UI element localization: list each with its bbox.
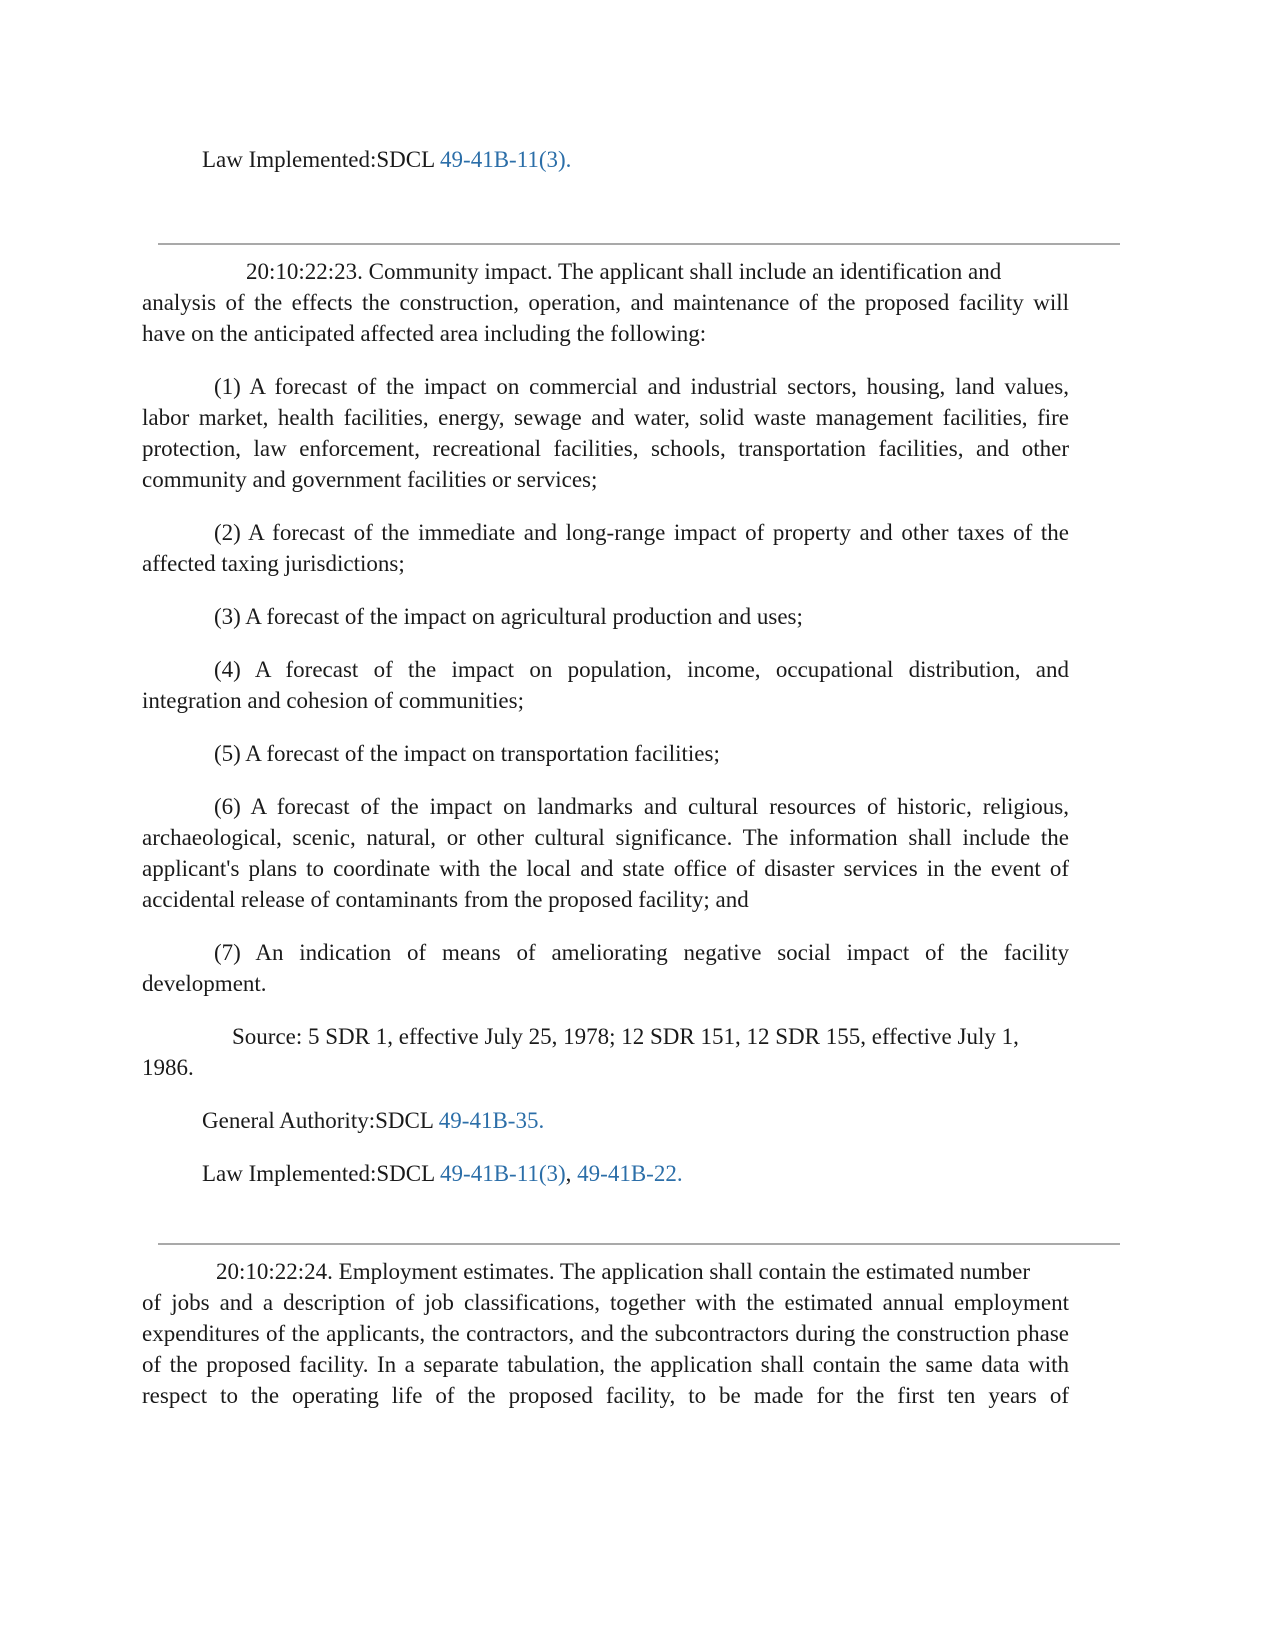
- law-implemented-label: Law Implemented:SDCL: [202, 1161, 441, 1186]
- list-item: (7) An indication of means of ameliorating negative social impact of the facility development.: [142, 940, 1069, 996]
- section-divider: [158, 243, 1120, 245]
- section-23-intro-first: 20:10:22:23. Community impact. The applicant shall include an identification and: [246, 259, 1002, 284]
- section-24-intro-rest: of jobs and a description of job classifications, together with the estimated annual employment expenditures of the applicants, the contractors, and the subcontractors during the construction phase of the proposed facility. In a separate tabulation, the application shall contain the same data with respect to the operating life of the proposed facility, to be made for the first ten years of: [142, 1290, 1069, 1408]
- section-23-intro-rest: analysis of the effects the construction, operation, and maintenance of the proposed facility will have on the anticipated affected area including the following:: [142, 290, 1069, 346]
- sdcl-link-49-41b-11-3[interactable]: 49-41B-11(3).: [440, 147, 572, 172]
- list-item: (1) A forecast of the impact on commercial and industrial sectors, housing, land values, labor market, health facilities, energy, sewage and water, solid waste management facilities, fire protection, law enforcement, recreational facilities, schools, transportation facilities, and other community and government facilities or services;: [142, 374, 1069, 492]
- list-item: (5) A forecast of the impact on transportation facilities;: [214, 741, 720, 766]
- list-item: (6) A forecast of the impact on landmarks and cultural resources of historic, religious, archaeological, scenic, natural, or other cultural significance. The information shall include the applicant's plans to coordinate with the local and state office of disaster services in the event of accidental release of contaminants from the proposed facility; and: [142, 794, 1069, 912]
- section-20-10-22-23: [142, 256, 1069, 1189]
- sdcl-link-49-41b-35[interactable]: 49-41B-35.: [438, 1108, 545, 1133]
- section-20-10-22-24: [142, 1256, 1069, 1411]
- general-authority: [142, 1105, 1069, 1136]
- section-24-intro-first: 20:10:22:24. Employment estimates. The application shall contain the estimated number: [216, 1259, 1030, 1284]
- source-note-first: Source: 5 SDR 1, effective July 25, 1978; 12 SDR 151, 12 SDR 155, effective July 1,: [232, 1024, 1019, 1049]
- sdcl-link-49-41b-22[interactable]: 49-41B-22.: [577, 1161, 683, 1186]
- link-separator: ,: [565, 1161, 578, 1186]
- list-item: (3) A forecast of the impact on agricultural production and uses;: [214, 604, 803, 629]
- law-implemented: [142, 1158, 1069, 1189]
- sdcl-link-49-41b-11-3[interactable]: 49-41B-11(3): [440, 1161, 566, 1186]
- section-divider: [158, 1243, 1120, 1245]
- general-authority-label: General Authority:SDCL: [202, 1108, 439, 1133]
- list-item: (4) A forecast of the impact on population, income, occupational distribution, and integration and cohesion of communities;: [142, 657, 1069, 713]
- law-implemented-label: Law Implemented:SDCL: [202, 147, 441, 172]
- law-implemented-top: [202, 144, 571, 175]
- list-item: (2) A forecast of the immediate and long-range impact of property and other taxes of the affected taxing jurisdictions;: [142, 520, 1069, 576]
- source-note-rest: 1986.: [142, 1055, 194, 1080]
